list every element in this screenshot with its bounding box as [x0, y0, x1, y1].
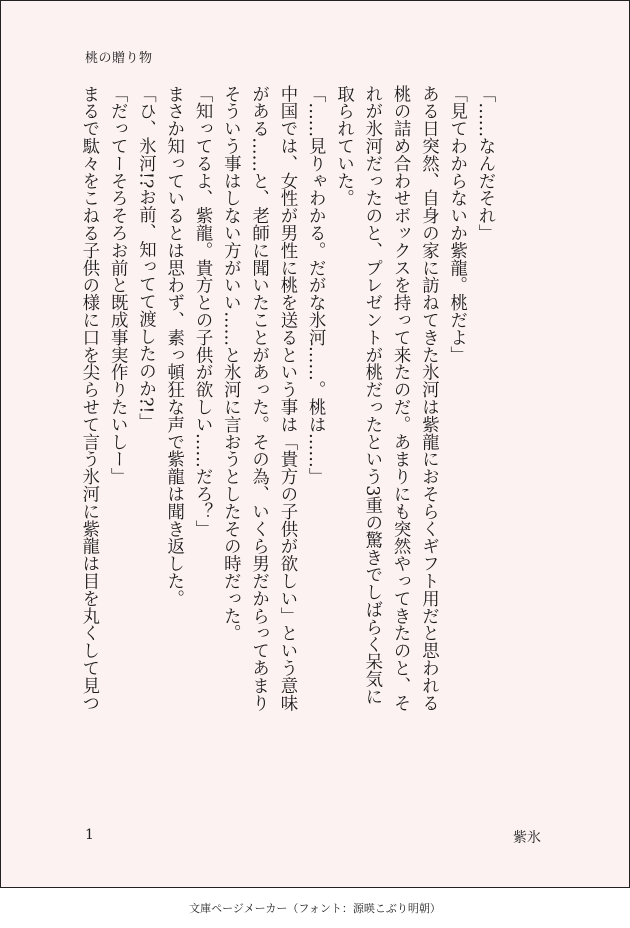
text-line: 「だってーそろそろお前と既成事実作りたいしー」	[107, 85, 128, 486]
author-name: 紫氷	[513, 830, 541, 846]
text-line: がある……と、老師に聞いたことがあった。その為、いくら男だからってあまり	[248, 85, 269, 712]
text-line: 「……なんだそれ」	[475, 85, 495, 242]
book-title: 桃の贈り物	[85, 51, 153, 66]
text-line: 中国では、女性が男性に桃を送るという事は「貴方の子供が欲しい」という意味	[276, 85, 297, 712]
text-line: ある日突然、自身の家に訪ねてきた氷河は紫龍におそらくギフト用だと思われる	[418, 85, 439, 712]
text-line: まさか知っているとは思わず、素っ頓狂な声で紫龍は聞き返した。	[163, 85, 184, 607]
text-line: そういう事はしない方がいい……と氷河に言おうとしたその時だった。	[220, 85, 241, 642]
text-line: 「ひ、氷河!?お前、知ってて渡したのか?!」	[135, 85, 156, 431]
text-line: 「知ってるよ、紫龍。貴方との子供が欲しい……だろ？」	[192, 85, 213, 538]
text-line: 桃の詰め合わせボックスを持って来たのだ。あまりにも突然やってきたのと、そ	[390, 85, 411, 712]
text-line: まるで駄々をこねる子供の様に口を尖らせて言う氷河に紫龍は目を丸くして見つ	[79, 85, 99, 712]
page-number: 1	[85, 827, 94, 843]
generator-credit: 文庫ページメーカー（フォント：源暎こぶり明朝）	[189, 902, 441, 915]
text-line: 取られていた。	[333, 85, 354, 207]
text-line: れが氷河だったのと、プレゼントが桃だったという3重の驚きでしばらく呆気に	[361, 85, 382, 706]
vertical-body-text	[79, 85, 499, 795]
text-line: 「……見りゃわかる。だがな氷河……。桃は……」	[305, 85, 326, 486]
text-line: 「見てわからないか紫龍。桃だよ」	[446, 85, 467, 364]
